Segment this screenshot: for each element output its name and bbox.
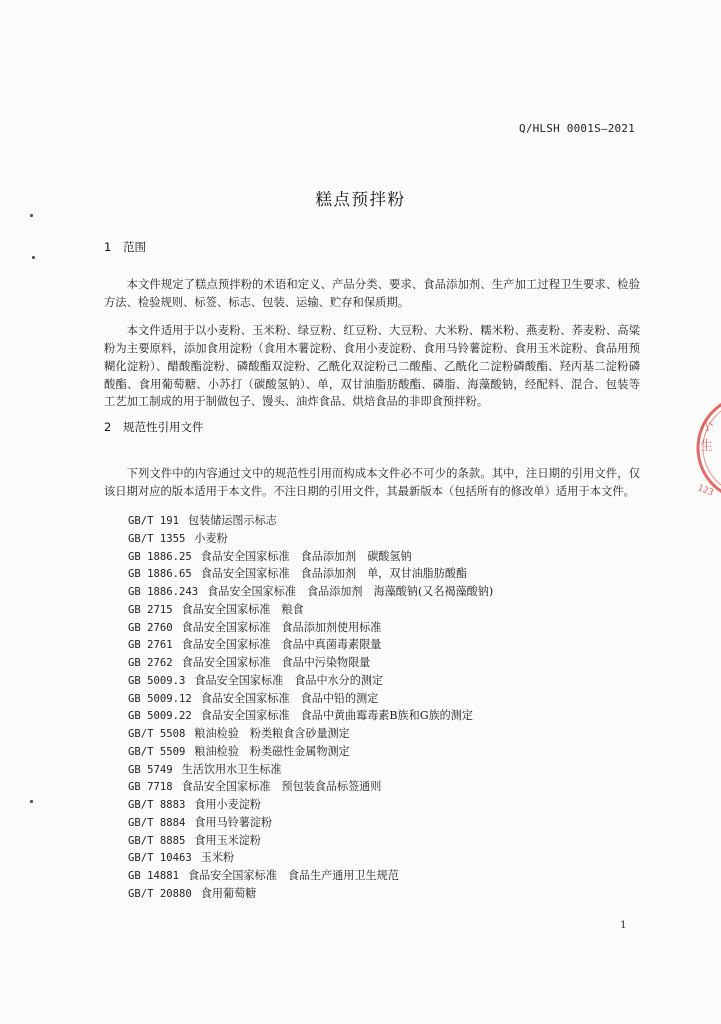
reference-item — [128, 512, 493, 530]
document-title: 糕点预拌粉 — [315, 190, 406, 209]
reference-code: GB 14881 — [128, 870, 180, 882]
reference-code: GB 2761 — [128, 639, 173, 652]
reference-title: 食品安全国家标准 食品添加剂 海藻酸钠(又名褐藻酸钠) — [207, 585, 494, 598]
reference-item — [128, 654, 493, 672]
document-code: Q/HLSH 0001S—2021 — [519, 122, 635, 135]
reference-item — [128, 636, 493, 654]
reference-title: 食用马铃薯淀粉 — [194, 815, 273, 829]
reference-title: 食用小麦淀粉 — [194, 798, 261, 811]
reference-code: GB 1886.243 — [128, 586, 199, 598]
reference-code: GB 7718 — [128, 781, 173, 794]
reference-list — [128, 512, 493, 903]
reference-item — [128, 725, 493, 743]
reference-item — [128, 583, 493, 601]
stamp-seal-icon — [688, 392, 721, 504]
reference-title: 小麦粉 — [194, 531, 228, 545]
reference-code: GB/T 8883 — [128, 799, 186, 811]
reference-title: 食品安全国家标准 粮食 — [181, 602, 304, 616]
reference-code: GB 1886.25 — [128, 550, 192, 563]
reference-code: GB 1886.65 — [128, 568, 192, 581]
page-number: 1 — [620, 919, 627, 931]
reference-title: 生活饮用水卫生标准 — [181, 762, 282, 776]
reference-title: 食品安全国家标准 食品中真菌毒素限量 — [181, 638, 382, 652]
reference-code: GB/T 8884 — [128, 816, 186, 829]
reference-title: 粮油检验 粉类磁性金属物测定 — [194, 744, 350, 758]
reference-title: 食用葡萄糖 — [200, 886, 257, 900]
reference-code: GB/T 191 — [128, 515, 180, 527]
scan-mark — [30, 214, 33, 217]
reference-code: GB 2760 — [128, 621, 173, 634]
reference-title: 食品安全国家标准 预包装食品标签通则 — [181, 780, 382, 794]
reference-item — [128, 743, 493, 761]
reference-code: GB/T 20880 — [128, 887, 192, 900]
reference-title: 食品安全国家标准 食品添加剂使用标准 — [181, 620, 382, 634]
reference-title: 食品安全国家标准 食品中黄曲霉毒素B族和G族的测定 — [200, 709, 473, 723]
reference-code: GB 2762 — [128, 657, 173, 669]
reference-code: GB/T 5509 — [128, 745, 186, 758]
svg-text:123: 123 — [695, 483, 715, 499]
reference-code: GB 5009.22 — [128, 710, 192, 723]
reference-code: GB 5749 — [128, 763, 173, 776]
reference-title: 食品安全国家标准 食品中水分的测定 — [194, 673, 384, 687]
reference-item — [128, 796, 493, 814]
scope-paragraph-1: 本文件规定了糕点预拌粉的术语和定义、产品分类、要求、食品添加剂、生产加工过程卫生要求、检验方法、检验规则、标签、标志、包装、运输、贮存和保质期。 — [104, 278, 640, 310]
section-2-title: 规范性引用文件 — [123, 420, 204, 434]
references-intro-paragraph: 下列文件中的内容通过文中的规范性引用而构成本文件必不可少的条款。其中，注日期的引用文件，仅该日期对应的版本适用于本文件。不注日期的引用文件，其最新版本（包括所有的修改单）适用于本文件。 — [104, 467, 640, 499]
reference-code: GB 2715 — [128, 603, 173, 616]
reference-title: 粮油检验 粉类粮食含砂量测定 — [194, 727, 350, 740]
reference-item — [128, 814, 493, 832]
reference-item — [128, 690, 493, 708]
reference-item — [128, 761, 493, 779]
reference-title: 玉米粉 — [200, 851, 235, 865]
reference-title: 食品安全国家标准 食品中污染物限量 — [181, 656, 371, 669]
reference-item — [128, 885, 493, 903]
reference-item — [128, 565, 493, 583]
reference-title: 包装储运图示标志 — [188, 514, 277, 527]
reference-item — [128, 619, 493, 637]
reference-title: 食品安全国家标准 食品生产通用卫生规范 — [188, 869, 399, 882]
reference-code: GB/T 10463 — [128, 852, 192, 865]
scan-mark — [32, 256, 35, 259]
reference-item — [128, 832, 493, 850]
svg-text:生: 生 — [700, 439, 714, 454]
reference-code: GB 5009.3 — [128, 674, 186, 687]
reference-code: GB/T 5508 — [128, 728, 186, 740]
section-2-heading — [104, 419, 204, 435]
reference-item — [128, 707, 493, 725]
reference-code: GB 5009.12 — [128, 692, 192, 705]
reference-item — [128, 778, 493, 796]
reference-code: GB/T 1355 — [128, 532, 186, 545]
scope-paragraph-2: 本文件适用于以小麦粉、玉米粉、绿豆粉、红豆粉、大豆粉、大米粉、糯米粉、燕麦粉、荞麦粉、高粱粉为主要原料，添加食用淀粉（食用木薯淀粉、食用小麦淀粉、食用马铃薯淀粉、食用玉米淀粉、食品用预糊化淀粉）、醋酸酯淀粉、磷酸酯双淀粉、乙酰化双淀粉己二酸酯、乙酰化二淀粉磷酸酯、羟丙基二淀粉磷酸酯、食用葡萄糖、小苏打（碳酸氢钠）、单，双甘油脂肪酸酯、磷脂、海藻酸钠，经配料、混合、包装等工艺加工制成的用于制做包子、馒头、油炸食品、烘焙食品的非即食预拌粉。 — [104, 324, 640, 409]
reference-title: 食用玉米淀粉 — [194, 833, 261, 847]
reference-title: 食品安全国家标准 食品添加剂 单，双甘油脂肪酸酯 — [200, 567, 468, 581]
reference-item — [128, 601, 493, 619]
scan-mark — [30, 800, 33, 803]
reference-code: GB/T 8885 — [128, 834, 186, 847]
reference-title: 食品安全国家标准 食品添加剂 碳酸氢钠 — [200, 549, 412, 563]
reference-title: 食品安全国家标准 食品中铅的测定 — [200, 691, 379, 705]
reference-item — [128, 849, 493, 867]
section-2-number: 2 — [104, 420, 112, 434]
section-1-number: 1 — [104, 240, 112, 254]
section-1-heading — [104, 239, 146, 255]
section-1-title: 范围 — [123, 240, 146, 254]
svg-text:小: 小 — [698, 417, 716, 436]
reference-item — [128, 672, 493, 690]
reference-item — [128, 867, 493, 885]
reference-item — [128, 548, 493, 566]
reference-item — [128, 530, 493, 548]
